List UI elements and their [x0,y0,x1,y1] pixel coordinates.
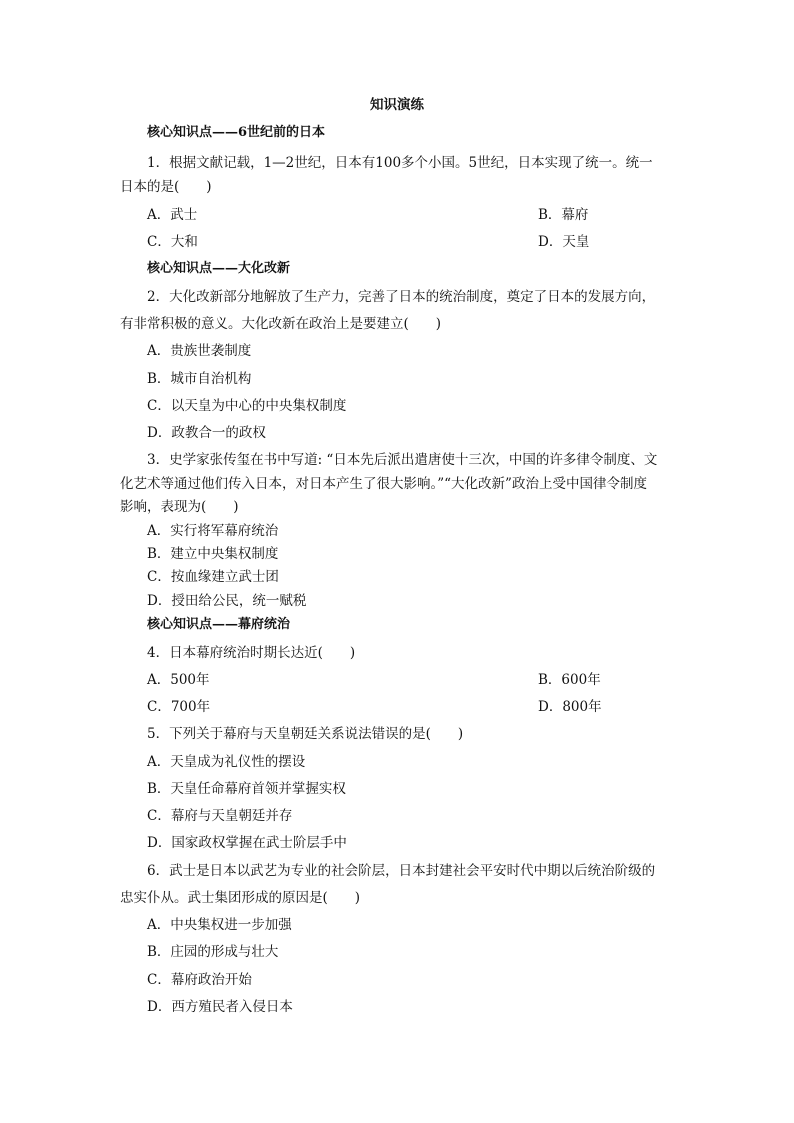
question-1-line-2: 日本的是( ) [120,179,212,195]
question-3-line-2: 化艺术等通过他们传入日本，对日本产生了很大影响。”“大化改新”政治上受中国律令制度 [120,476,647,492]
question-5-option-c: C．幕府与天皇朝廷并存 [147,808,293,824]
question-3-option-c: C．按血缘建立武士团 [147,569,279,585]
question-5-option-d: D．国家政权掌握在武士阶层手中 [147,835,347,851]
question-1-option-b: B．幕府 [538,207,589,223]
question-5-option-b: B．天皇任命幕府首领并掌握实权 [147,781,346,797]
question-2-line-1: 2．大化改新部分地解放了生产力，完善了日本的统治制度，奠定了日本的发展方向， [147,289,656,305]
section-heading: 核心知识点——6世纪前的日本 [147,125,326,140]
question-2-line-2: 有非常积极的意义。大化改新在政治上是要建立( ) [120,316,442,332]
question-2-option-a: A．贵族世袭制度 [147,343,252,359]
question-4-option-a: A．500年 [147,672,210,688]
question-1-option-c: C．大和 [147,234,198,250]
section-heading: 核心知识点——大化改新 [147,261,291,276]
question-2-option-b: B．城市自治机构 [147,371,252,387]
question-3-line-1: 3．史学家张传玺在书中写道: “日本先后派出遣唐使十三次，中国的许多律令制度、文 [147,452,658,468]
question-6-option-d: D．西方殖民者入侵日本 [147,999,293,1015]
question-3-option-b: B．建立中央集权制度 [147,546,279,562]
question-6-option-b: B．庄园的形成与壮大 [147,944,279,960]
question-6-option-c: C．幕府政治开始 [147,972,252,988]
question-4-line-1: 4．日本幕府统治时期长达近( ) [147,645,356,661]
question-1-option-a: A．武士 [147,207,198,223]
question-1-line-1: 1．根据文献记载，1—2世纪，日本有100多个小国。5世纪，日本实现了统一。统一 [147,155,653,171]
section-heading: 核心知识点——幕府统治 [147,617,291,632]
question-6-line-1: 6．武士是日本以武艺为专业的社会阶层，日本封建社会平安时代中期以后统治阶级的 [147,863,656,879]
question-5-line-1: 5．下列关于幕府与天皇朝廷关系说法错误的是( ) [147,726,464,742]
question-5-option-a: A．天皇成为礼仪性的摆设 [147,754,306,770]
question-6-option-a: A．中央集权进一步加强 [147,917,292,933]
question-4-option-d: D．800年 [538,699,602,715]
question-3-option-a: A．实行将军幕府统治 [147,523,279,539]
question-3-line-3: 影响，表现为( ) [120,499,239,515]
question-3-option-d: D．授田给公民，统一赋税 [147,593,307,609]
question-1-option-d: D．天皇 [538,234,590,250]
question-2-option-d: D．政教合一的政权 [147,425,266,441]
page-title: 知识演练 [370,97,424,113]
question-2-option-c: C．以天皇为中心的中央集权制度 [147,398,347,414]
question-4-option-c: C．700年 [147,699,211,715]
question-6-line-2: 忠实仆从。武士集团形成的原因是( ) [120,890,361,906]
question-4-option-b: B．600年 [538,672,601,688]
